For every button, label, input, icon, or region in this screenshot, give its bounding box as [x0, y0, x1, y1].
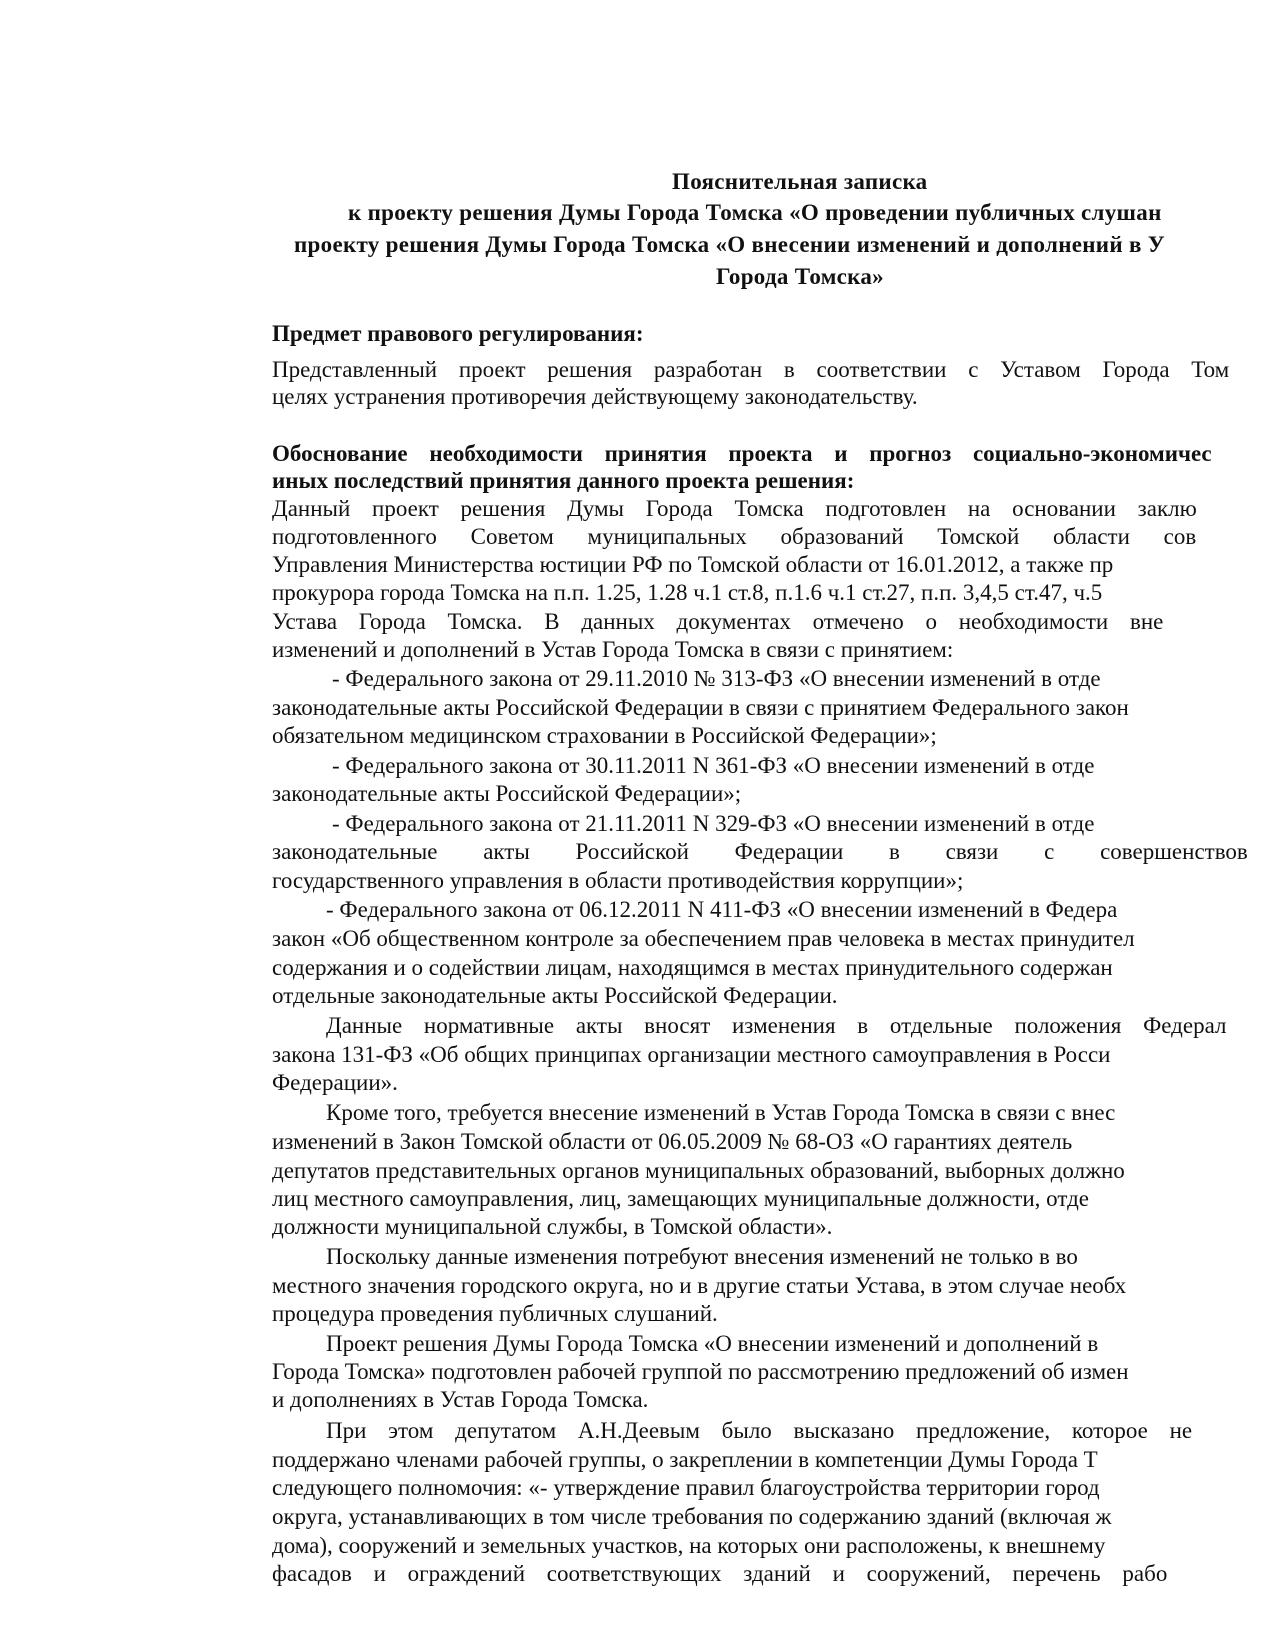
justification-heading-line-1: Обоснование необходимости принятия проекта и прогноз социально-экономичес — [272, 441, 1212, 466]
justification-heading-line-2: иных последствий принятия данного проекта решения: — [272, 468, 855, 493]
subject-line-1: Представленный проект решения разработан в соответствии с Уставом Города Том — [272, 357, 1230, 382]
body-line: депутатов представительных органов муниципальных образований, выборных должно — [272, 1158, 1125, 1183]
body-line: Устава Города Томска. В данных документах отмечено о необходимости вне — [272, 609, 1164, 634]
body-line: законодательные акты Российской Федерации в связи с совершенствов — [272, 839, 1248, 864]
body-line: Проект решения Думы Города Томска «О внесении изменений и дополнений в — [326, 1331, 1099, 1356]
body-line: обязательном медицинском страховании в Российской Федерации»; — [272, 723, 937, 748]
body-line: Федерации». — [272, 1070, 398, 1095]
body-line: изменений в Закон Томской области от 06.05.2009 № 68-ОЗ «О гарантиях деятель — [272, 1129, 1073, 1154]
body-line: процедура проведения публичных слушаний. — [272, 1301, 718, 1326]
body-line: Кроме того, требуется внесение изменений в Устав Города Томска в связи с внес — [326, 1100, 1116, 1125]
document-title-line-4: Города Томска» — [716, 264, 884, 289]
body-line: государственного управления в области противодействия коррупции»; — [272, 868, 964, 893]
body-line: Города Томска» подготовлен рабочей группой по рассмотрению предложений об измен — [272, 1359, 1129, 1384]
body-line: Данные нормативные акты вносят изменения в отдельные положения Федерал — [326, 1013, 1227, 1038]
body-line: - Федерального закона от 30.11.2011 N 361-ФЗ «О внесении изменений в отде — [332, 753, 1095, 778]
body-line: округа, устанавливающих в том числе требования по содержанию зданий (включая ж — [272, 1504, 1112, 1529]
document-title-line-3: проекту решения Думы Города Томска «О внесении изменений и дополнений в У — [294, 232, 1165, 257]
body-line: отдельные законодательные акты Российской Федерации. — [272, 983, 838, 1008]
body-line: законодательные акты Российской Федерации»; — [272, 781, 742, 806]
subject-line-2: целях устранения противоречия действующему законодательству. — [272, 384, 918, 409]
body-line: - Федерального закона от 29.11.2010 № 313-ФЗ «О внесении изменений в отде — [332, 666, 1101, 691]
body-line: Данный проект решения Думы Города Томска подготовлен на основании заклю — [272, 496, 1197, 521]
document-title-line-2: к проекту решения Думы Города Томска «О проведении публичных слушан — [348, 200, 1162, 225]
body-line: и дополнениях в Устав Города Томска. — [272, 1387, 649, 1412]
body-line: следующего полномочия: «- утверждение правил благоустройства территории город — [272, 1475, 1100, 1500]
body-line: местного значения городского округа, но и в другие статьи Устава, в этом случае необх — [272, 1273, 1127, 1298]
body-line: подготовленного Советом муниципальных образований Томской области сов — [272, 524, 1197, 549]
body-line: закона 131-ФЗ «Об общих принципах организации местного самоуправления в Росси — [272, 1042, 1111, 1067]
body-line: закон «Об общественном контроле за обеспечением прав человека в местах принудител — [272, 926, 1135, 951]
body-line: Управления Министерства юстиции РФ по Томской области от 16.01.2012, а также пр — [272, 552, 1114, 577]
body-line: законодательные акты Российской Федерации в связи с принятием Федерального закон — [272, 695, 1129, 720]
body-line: - Федерального закона от 06.12.2011 N 411-ФЗ «О внесении изменений в Федера — [326, 897, 1118, 922]
document-title-line-1: Пояснительная записка — [672, 169, 928, 194]
body-line: Поскольку данные изменения потребуют внесения изменений не только в во — [326, 1244, 1078, 1269]
body-line: прокурора города Томска на п.п. 1.25, 1.28 ч.1 ст.8, п.1.6 ч.1 ст.27, п.п. 3,4,5 ст.47, ч.5 — [272, 580, 1103, 605]
body-line: поддержано членами рабочей группы, о закреплении в компетенции Думы Города Т — [272, 1447, 1098, 1472]
body-line: При этом депутатом А.Н.Деевым было высказано предложение, которое не — [326, 1418, 1193, 1443]
body-line: содержания и о содействии лицам, находящимся в местах принудительного содержан — [272, 955, 1113, 980]
body-line: - Федерального закона от 21.11.2011 N 329-ФЗ «О внесении изменений в отде — [332, 811, 1095, 836]
body-line: дома), сооружений и земельных участков, на которых они расположены, к внешнему — [272, 1533, 1106, 1558]
body-line: должности муниципальной службы, в Томской области». — [272, 1214, 833, 1239]
body-line: фасадов и ограждений соответствующих зданий и сооружений, перечень рабо — [272, 1561, 1168, 1586]
body-line: лиц местного самоуправления, лиц, замещающих муниципальные должности, отде — [272, 1186, 1089, 1211]
body-line: изменений и дополнений в Устав Города Томска в связи с принятием: — [272, 637, 954, 662]
subject-heading: Предмет правового регулирования: — [272, 321, 644, 346]
